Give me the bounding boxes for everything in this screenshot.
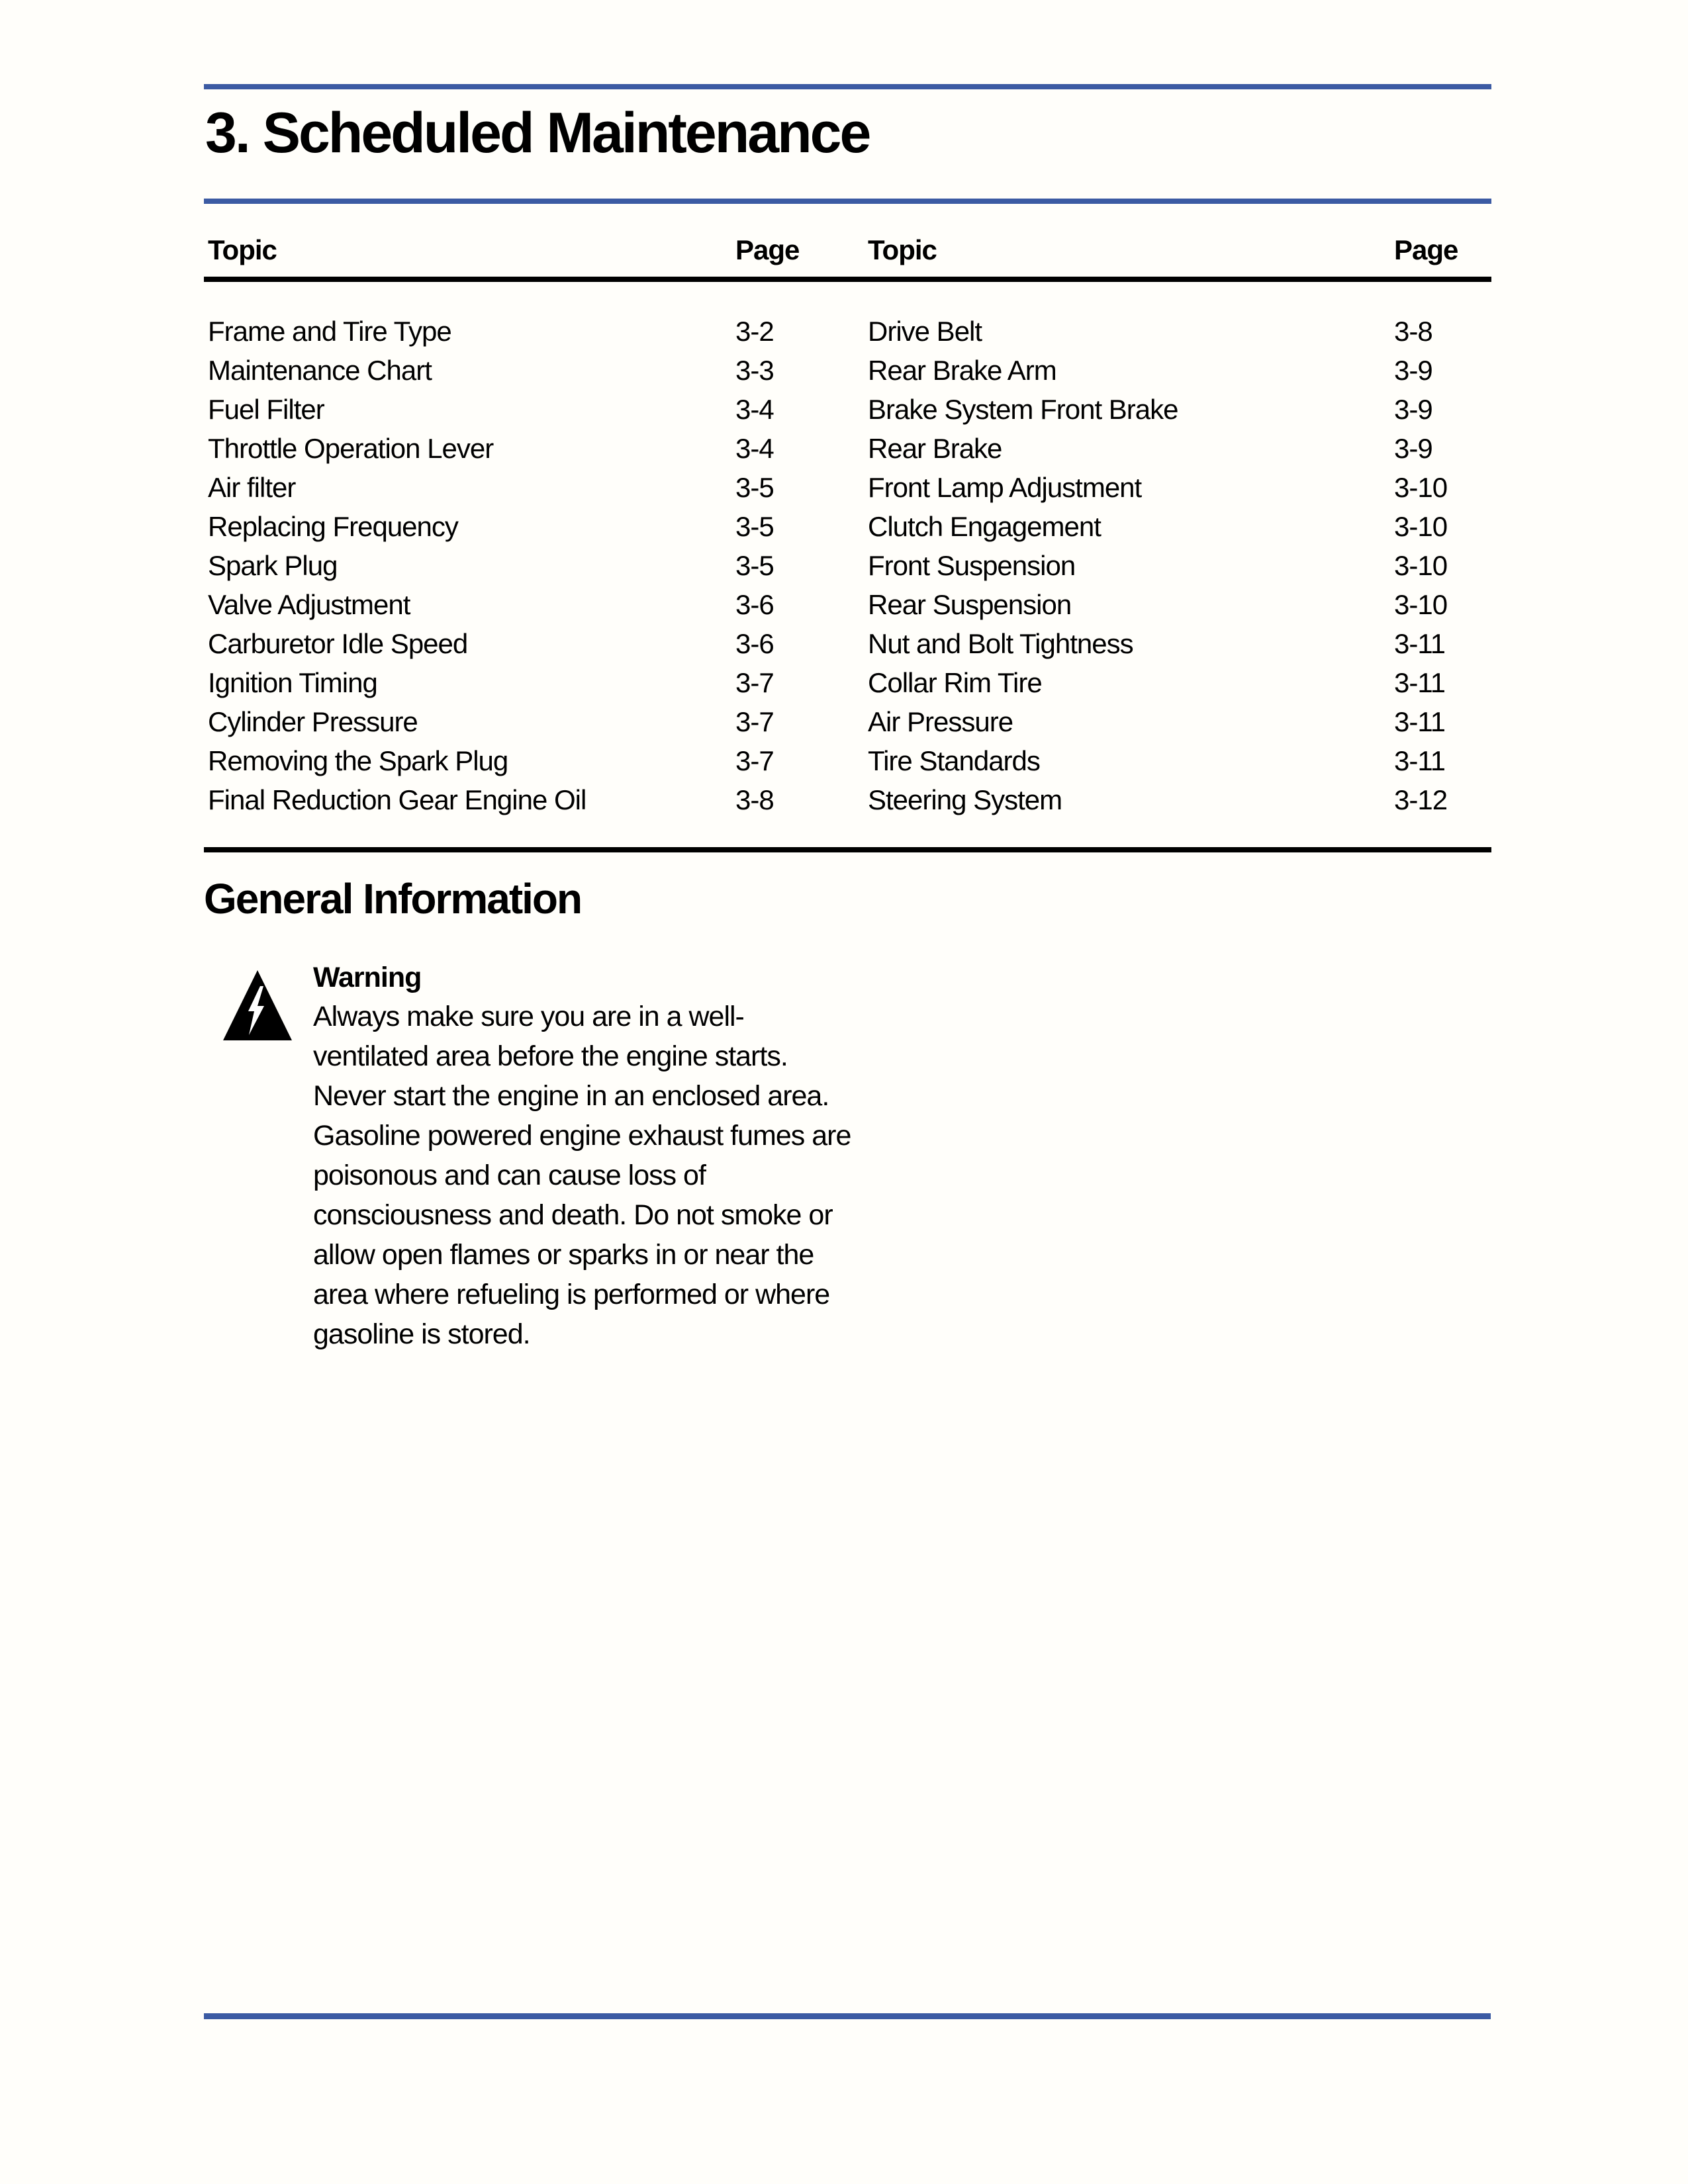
toc-topic-left: Carburetor Idle Speed xyxy=(208,628,468,659)
toc-topic-left: Final Reduction Gear Engine Oil xyxy=(208,784,586,815)
section-heading: General Information xyxy=(204,875,582,923)
toc-topic-right: Front Lamp Adjustment xyxy=(868,472,1142,503)
toc-bottom-rule xyxy=(204,847,1491,852)
toc-topic-left: Maintenance Chart xyxy=(208,355,432,386)
toc-page-right: 3-11 xyxy=(1394,628,1445,659)
toc-page-left: 3-7 xyxy=(735,745,774,776)
toc-page-left: 3-5 xyxy=(735,550,774,581)
toc-topic-left: Spark Plug xyxy=(208,550,338,581)
toc-page-left: 3-7 xyxy=(735,667,774,698)
toc-topic-left: Replacing Frequency xyxy=(208,511,458,542)
toc-topic-left: Valve Adjustment xyxy=(208,589,410,620)
toc-page-right: 3-9 xyxy=(1394,394,1432,425)
toc-topic-left: Throttle Operation Lever xyxy=(208,433,494,464)
toc-topic-right: Rear Brake xyxy=(868,433,1002,464)
toc-header-row xyxy=(204,233,1491,267)
toc-page-right: 3-8 xyxy=(1394,316,1432,347)
toc-header-page-left: Page xyxy=(735,234,800,265)
toc-topic-left: Fuel Filter xyxy=(208,394,324,425)
toc-topic-left: Air filter xyxy=(208,472,296,503)
toc-table xyxy=(204,233,1491,852)
toc-topic-right: Nut and Bolt Tightness xyxy=(868,628,1133,659)
toc-topic-right: Rear Brake Arm xyxy=(868,355,1056,386)
toc-page-right: 3-10 xyxy=(1394,589,1448,620)
toc-page-left: 3-2 xyxy=(735,316,774,347)
bottom-divider-rule xyxy=(204,2013,1491,2019)
toc-topic-right: Collar Rim Tire xyxy=(868,667,1042,698)
toc-page-right: 3-10 xyxy=(1394,472,1448,503)
toc-topic-right: Air Pressure xyxy=(868,706,1013,737)
warning-text-column xyxy=(313,958,859,1354)
toc-topic-right: Steering System xyxy=(868,784,1062,815)
toc-page-right: 3-10 xyxy=(1394,511,1448,542)
page-title: 3. Scheduled Maintenance xyxy=(205,101,870,165)
toc-page-left: 3-8 xyxy=(735,784,774,815)
toc-topic-right: Rear Suspension xyxy=(868,589,1072,620)
toc-page-left: 3-6 xyxy=(735,589,774,620)
toc-page-right: 3-9 xyxy=(1394,355,1432,386)
toc-topic-right: Drive Belt xyxy=(868,316,982,347)
warning-triangle-lightning-icon xyxy=(222,969,293,1042)
toc-page-right: 3-11 xyxy=(1394,706,1445,737)
toc-topic-left: Removing the Spark Plug xyxy=(208,745,508,776)
toc-topic-left: Frame and Tire Type xyxy=(208,316,451,347)
toc-page-right: 3-11 xyxy=(1394,745,1445,776)
toc-topic-left: Cylinder Pressure xyxy=(208,706,418,737)
warning-callout xyxy=(222,958,859,1354)
toc-header-topic-left: Topic xyxy=(208,234,277,265)
toc-page-right: 3-10 xyxy=(1394,550,1448,581)
toc-topic-right: Front Suspension xyxy=(868,550,1076,581)
toc-topic-right: Tire Standards xyxy=(868,745,1040,776)
toc-page-left: 3-4 xyxy=(735,394,774,425)
toc-topic-right: Brake System Front Brake xyxy=(868,394,1178,425)
warning-text: Always make sure you are in a well-ventilated area before the engine starts. Never start the engine in an enclosed area. Gasoline powered engine exhaust fumes are poisonous and can cause loss of consciousness and death. Do not smoke or allow open flames or sparks in or near the area where refueling is performed or where gasoline is stored. xyxy=(313,1001,859,1350)
top-divider-rule xyxy=(204,84,1491,89)
toc-body xyxy=(204,282,1491,819)
title-divider-rule xyxy=(204,199,1491,204)
toc-page-right: 3-11 xyxy=(1394,667,1445,698)
toc-page-left: 3-7 xyxy=(735,706,774,737)
toc-page-left: 3-3 xyxy=(735,355,774,386)
toc-topic-right: Clutch Engagement xyxy=(868,511,1101,542)
toc-header-page-right: Page xyxy=(1394,234,1458,265)
toc-page-left: 3-5 xyxy=(735,472,774,503)
toc-header-rule xyxy=(204,277,1491,282)
toc-page-left: 3-4 xyxy=(735,433,774,464)
toc-page-left: 3-6 xyxy=(735,628,774,659)
toc-topic-left: Ignition Timing xyxy=(208,667,377,698)
warning-label: Warning xyxy=(313,962,422,993)
toc-page-left: 3-5 xyxy=(735,511,774,542)
toc-page-right: 3-12 xyxy=(1394,784,1448,815)
toc-header-topic-right: Topic xyxy=(868,234,937,265)
toc-page-right: 3-9 xyxy=(1394,433,1432,464)
